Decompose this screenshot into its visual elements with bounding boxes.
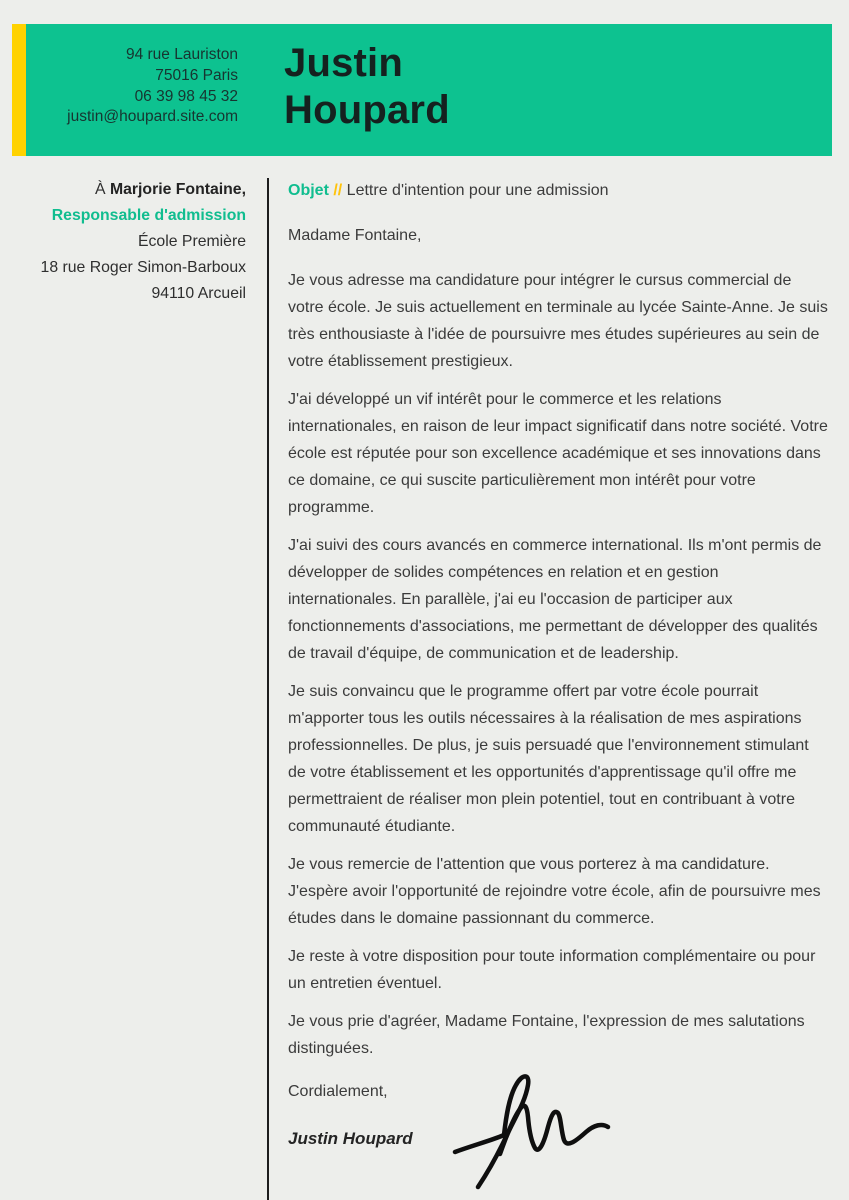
recipient-to-prefix: À	[95, 181, 110, 198]
subject-text: Lettre d'intention pour une admission	[342, 182, 609, 199]
subject-slashes: //	[333, 182, 343, 199]
letter-paragraph: Je vous remercie de l'attention que vous porterez à ma candidature. J'espère avoir l'opportunité de rejoindre votre école, afin de poursuivre mes études dans le domaine passionnant du commerce.	[288, 856, 821, 927]
vertical-divider	[267, 178, 269, 1200]
header-banner	[12, 24, 832, 156]
letter-paragraph: Je reste à votre disposition pour toute information complémentaire ou pour un entretien éventuel.	[288, 948, 816, 992]
candidate-first-name: Justin	[284, 41, 403, 85]
recipient-city: 94110 Arcueil	[151, 285, 246, 302]
subject-label: Objet	[288, 182, 329, 199]
signature-image	[446, 1055, 626, 1195]
recipient-block	[0, 177, 246, 307]
letter-paragraph: Je vous adresse ma candidature pour intégrer le cursus commercial de votre école. Je suis actuellement en terminale au lycée Sainte-Anne. Je suis très enthousiaste à l'idée de poursuivre mes études supérieures au sein de votre établissement prestigieux.	[288, 272, 828, 370]
contact-phone: 06 39 98 45 32	[134, 87, 238, 105]
signature-name: Justin Houpard	[288, 1129, 413, 1148]
recipient-role: Responsable d'admission	[51, 207, 246, 224]
salutation: Madame Fontaine,	[288, 227, 422, 244]
recipient-name: Marjorie Fontaine,	[109, 181, 246, 198]
yellow-accent-bar	[12, 24, 26, 156]
subject-line	[288, 177, 828, 204]
letter-paragraph: J'ai développé un vif intérêt pour le commerce et les relations internationales, en raison de leur impact significatif dans notre société. Votre école est réputée pour son excellence académique et ses innovations dans ce domaine, ce qui suscite particulièrement mon intérêt pour votre programme.	[288, 391, 828, 516]
candidate-last-name: Houpard	[284, 88, 450, 132]
letter-paragraph: Je vous prie d'agréer, Madame Fontaine, l'expression de mes salutations distinguées.	[288, 1013, 805, 1057]
contact-city-line: 75016 Paris	[155, 66, 238, 84]
recipient-school: École Première	[138, 233, 246, 250]
letter-paragraph: Je suis convaincu que le programme offert par votre école pourrait m'apporter tous les outils nécessaires à la réalisation de mes aspirations professionnelles. De plus, je suis persuadé que l'environnement stimulant de votre établissement et les opportunités d'apprentissage qu'il offre me permettraient de réaliser mon plein potentiel, tout en contribuant à votre communauté étudiante.	[288, 683, 809, 835]
contact-email: justin@houpard.site.com	[67, 108, 238, 126]
candidate-name	[284, 40, 450, 134]
recipient-name-line	[0, 177, 246, 203]
contact-block	[28, 45, 238, 128]
letter-body	[288, 177, 828, 1152]
recipient-street: 18 rue Roger Simon-Barboux	[40, 259, 246, 276]
letter-paragraph: J'ai suivi des cours avancés en commerce international. Ils m'ont permis de développer de solides compétences en relation et en gestion internationales. En parallèle, j'ai eu l'occasion de participer aux fonctionnements d'associations, me permettant de développer des qualités de travail d'équipe, de communication et de leadership.	[288, 537, 822, 662]
contact-address-line: 94 rue Lauriston	[125, 46, 238, 63]
closing-line: Cordialement,	[288, 1083, 388, 1100]
